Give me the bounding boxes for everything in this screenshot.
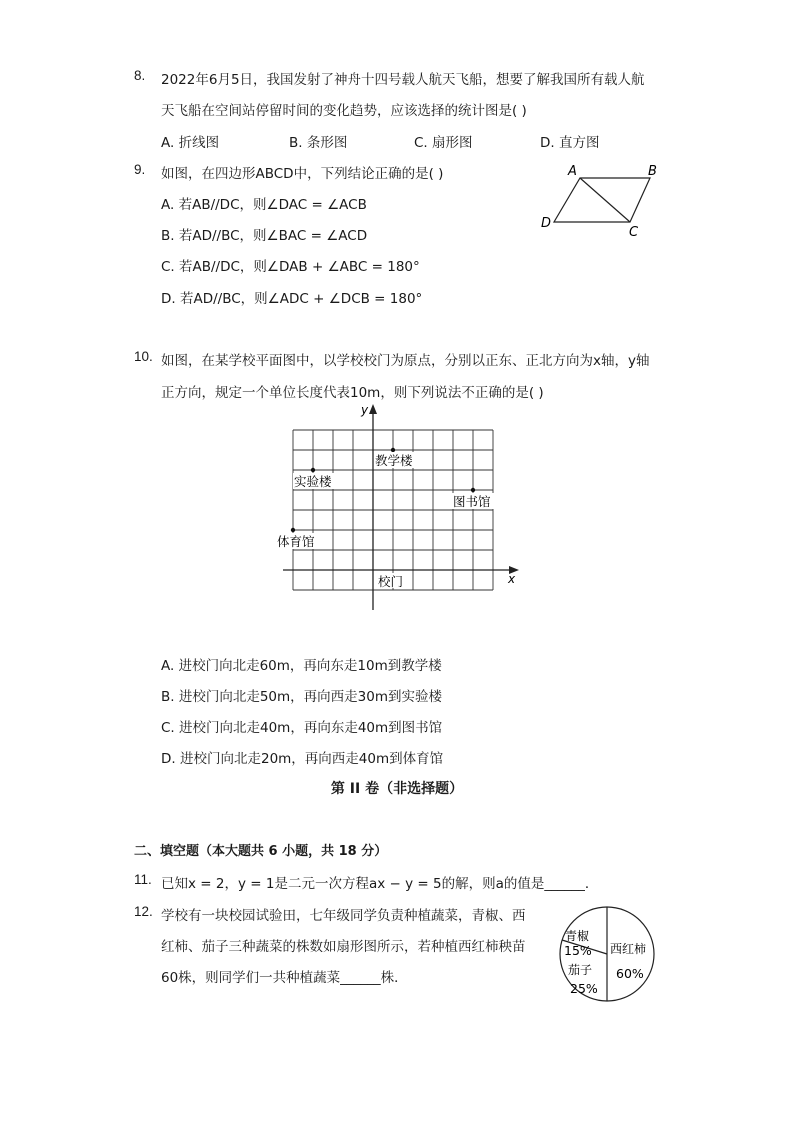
q12-stem-line1: 学校有一块校园试验田，七年级同学负责种植蔬菜，青椒、西 xyxy=(161,908,526,924)
y-axis-label: y xyxy=(361,403,369,417)
x-axis-label: x xyxy=(508,572,516,586)
q8-stem-line1: 2022年6月5日，我国发射了神舟十四号载人航天飞船，想要了解我国所有载人航 xyxy=(161,72,645,88)
q10-stem-line1: 如图，在某学校平面图中，以学校校门为原点，分别以正东、正北方向为x轴，y轴 xyxy=(161,353,650,369)
q10-stem-line2: 正方向，规定一个单位长度代表10m，则下列说法不正确的是( ) xyxy=(161,385,544,401)
label-tushuguan: 图书馆 xyxy=(453,494,491,509)
label-shiyanlou: 实验楼 xyxy=(294,474,332,489)
vertex-label-b: B xyxy=(648,164,657,179)
vertex-label-c: C xyxy=(629,225,639,238)
quadrilateral-abcd xyxy=(554,178,650,222)
q10-school-map xyxy=(270,400,525,615)
q9-quadrilateral-figure xyxy=(530,158,670,238)
pie-value-qingjiao: 15% xyxy=(564,943,592,958)
q8-option-b: B. 条形图 xyxy=(289,135,348,151)
q9-option-b: B. 若AD//BC，则∠BAC = ∠ACD xyxy=(161,228,368,244)
q9-option-c: C. 若AB//DC，则∠DAB + ∠ABC = 180° xyxy=(161,259,420,275)
q8-option-a: A. 折线图 xyxy=(161,135,220,151)
label-tiyuguan: 体育馆 xyxy=(277,534,315,549)
q8-option-c: C. 扇形图 xyxy=(414,135,473,151)
pie-label-qingjiao: 青椒 xyxy=(565,929,590,943)
label-xiaomen: 校门 xyxy=(378,574,404,589)
q12-pie-chart xyxy=(550,904,665,1004)
q8-option-d: D. 直方图 xyxy=(540,135,600,151)
pie-label-xihongshi: 西红柿 xyxy=(610,942,647,956)
section2-title: 二、填空题（本大题共 6 小题，共 18 分） xyxy=(134,844,388,859)
label-jiaoxuelou: 教学楼 xyxy=(375,453,413,468)
q9-option-a: A. 若AB//DC，则∠DAC = ∠ACB xyxy=(161,197,367,213)
q11-number: 11. xyxy=(134,872,152,887)
pie-value-xihongshi: 60% xyxy=(616,966,644,981)
q9-number: 9. xyxy=(134,162,146,177)
q9-stem: 如图，在四边形ABCD中，下列结论正确的是( ) xyxy=(161,166,444,182)
point-shiyanlou xyxy=(311,468,315,472)
q8-number: 8. xyxy=(134,68,146,83)
q10-option-a: A. 进校门向北走60m，再向东走10m到教学楼 xyxy=(161,658,442,674)
q8-stem-line2: 天飞船在空间站停留时间的变化趋势，应该选择的统计图是( ) xyxy=(161,103,527,119)
vertex-label-d: D xyxy=(541,216,552,231)
point-tushuguan xyxy=(471,488,475,492)
point-jiaoxuelou xyxy=(391,448,395,452)
q10-option-c: C. 进校门向北走40m，再向东走40m到图书馆 xyxy=(161,720,443,736)
q11-text: 已知x = 2，y = 1是二元一次方程ax − y = 5的解，则a的值是______． xyxy=(161,876,599,892)
diagonal-ac xyxy=(580,178,630,222)
part2-title: 第 II 卷（非选择题） xyxy=(330,781,464,797)
pie-label-qiezi: 茄子 xyxy=(568,963,593,977)
q10-option-d: D. 进校门向北走20m，再向西走40m到体育馆 xyxy=(161,751,444,767)
y-axis-arrow xyxy=(369,404,377,414)
q9-option-d: D. 若AD//BC，则∠ADC + ∠DCB = 180° xyxy=(161,291,423,307)
q12-number: 12. xyxy=(134,904,153,919)
point-tiyuguan xyxy=(291,528,295,532)
q12-stem-line2: 红柿、茄子三种蔬菜的株数如扇形图所示，若种植西红柿秧苗 xyxy=(161,939,526,955)
pie-value-qiezi: 25% xyxy=(570,981,598,996)
q10-number: 10. xyxy=(134,349,153,364)
vertex-label-a: A xyxy=(568,164,577,179)
q10-option-b: B. 进校门向北走50m，再向西走30m到实验楼 xyxy=(161,689,443,705)
q12-stem-line3: 60株，则同学们一共种植蔬菜______株． xyxy=(161,970,408,986)
